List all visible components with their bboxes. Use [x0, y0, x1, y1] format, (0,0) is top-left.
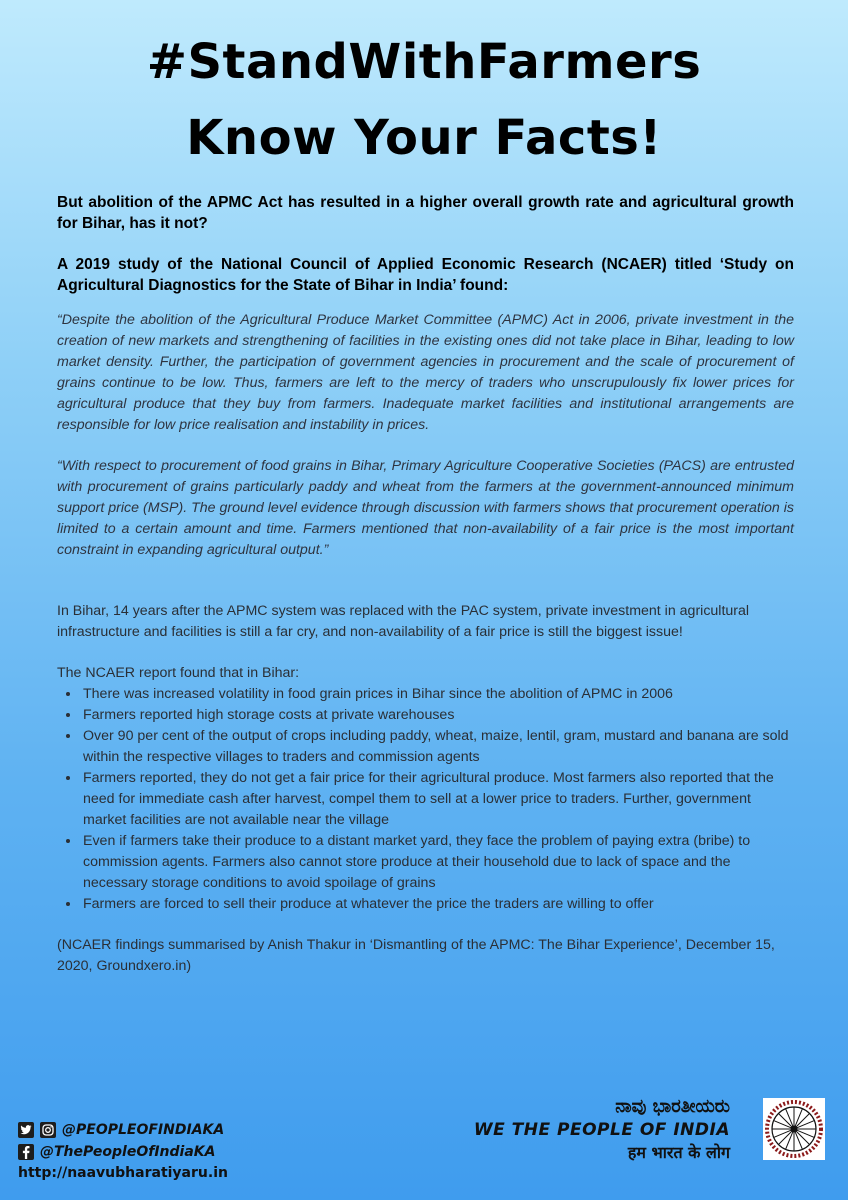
title-know-facts: Know Your Facts!: [186, 110, 662, 166]
social-footer: [18, 1119, 228, 1181]
question-text: But abolition of the APMC Act has resulted in a higher overall growth rate and agricultural growth for Bihar, has it not?: [57, 194, 794, 232]
list-item: • Farmers are forced to sell their produce at whatever the price the traders are willing to offer: [81, 894, 794, 915]
list-item: • Farmers reported, they do not get a fair price for their agricultural produce. Most farmers also reported that the need for immediate cash after harvest, compel them to sell at a lower price to traders. Further, government market facilities are not available near the village: [81, 768, 794, 831]
social-row-twitter-instagram: [18, 1119, 228, 1141]
citation-text: (NCAER findings summarised by Anish Thakur in ‘Dismantling of the APMC: The Bihar Experience’, December 15, 2020, Groundxero.in): [57, 937, 775, 974]
ashoka-chakra-logo: [763, 1098, 825, 1160]
social-row-facebook: [18, 1141, 228, 1163]
findings-list: [57, 684, 794, 915]
quote-second: “With respect to procurement of food grains in Bihar, Primary Agriculture Cooperative Societies (PACS) are entrusted with procurement of grains particularly paddy and wheat from the farmers at the government-announced minimum support price (MSP). The ground level evidence through discussion with farmers shows that procurement operation is limited to a certain amount and time. Farmers mentioned that non-availability of a fair price is the most important constraint in expanding agricultural output.”: [57, 458, 794, 558]
study-intro: A 2019 study of the National Council of Applied Economic Research (NCAER) titled ‘Study on Agricultural Diagnostics for the State of Bihar in India’ found:: [57, 256, 794, 294]
list-item: • Farmers reported high storage costs at private warehouses: [81, 705, 794, 726]
instagram-handle[interactable]: @PEOPLEOFINDIAKA: [62, 1122, 225, 1138]
brand-block: [474, 1096, 730, 1164]
brand-kannada: ನಾವು ಭಾರತೀಯರು: [615, 1096, 730, 1117]
title-hashtag: #StandWithFarmers: [146, 34, 702, 90]
instagram-icon[interactable]: [40, 1122, 56, 1138]
findings-intro: The NCAER report found that in Bihar:: [57, 665, 300, 681]
brand-english: WE THE PEOPLE OF INDIA: [473, 1120, 730, 1140]
list-item: • Over 90 per cent of the output of crops including paddy, wheat, maize, lentil, gram, mustard and banana are sold within the respective villages to traders and commission agents: [81, 726, 794, 768]
article-body: [57, 192, 794, 977]
facebook-handle[interactable]: @ThePeopleOfIndiaKA: [40, 1144, 216, 1160]
list-item: • There was increased volatility in food grain prices in Bihar since the abolition of APMC in 2006: [81, 684, 794, 705]
brand-hindi: हम भारत के लोग: [627, 1143, 730, 1162]
facebook-icon[interactable]: [18, 1144, 34, 1160]
list-item: • Even if farmers take their produce to a distant market yard, they face the problem of paying extra (bribe) to commission agents. Farmers also cannot store produce at their household due to lack of space and the necessary storage conditions to avoid spoilage of grains: [81, 831, 794, 894]
website-link[interactable]: http://naavubharatiyaru.in: [18, 1165, 228, 1181]
twitter-icon[interactable]: [18, 1122, 34, 1138]
summary-text: In Bihar, 14 years after the APMC system was replaced with the PAC system, private investment in agricultural infrastructure and facilities is still a far cry, and non-availability of a fair price is still the biggest issue!: [57, 603, 750, 640]
quote-first: “Despite the abolition of the Agricultural Produce Market Committee (APMC) Act in 2006, private investment in the creation of new markets and strengthening of facilities in the existing ones did not take place in Bihar, leading to low market density. Further, the participation of government agencies in procurement and the scale of procurement of grains continue to be low. Thus, farmers are left to the mercy of traders who unscrupulously fix lower prices for agricultural produce that they buy from farmers. Inadequate market facilities and institutional arrangements are responsible for low price realisation and instability in prices.: [57, 312, 794, 433]
